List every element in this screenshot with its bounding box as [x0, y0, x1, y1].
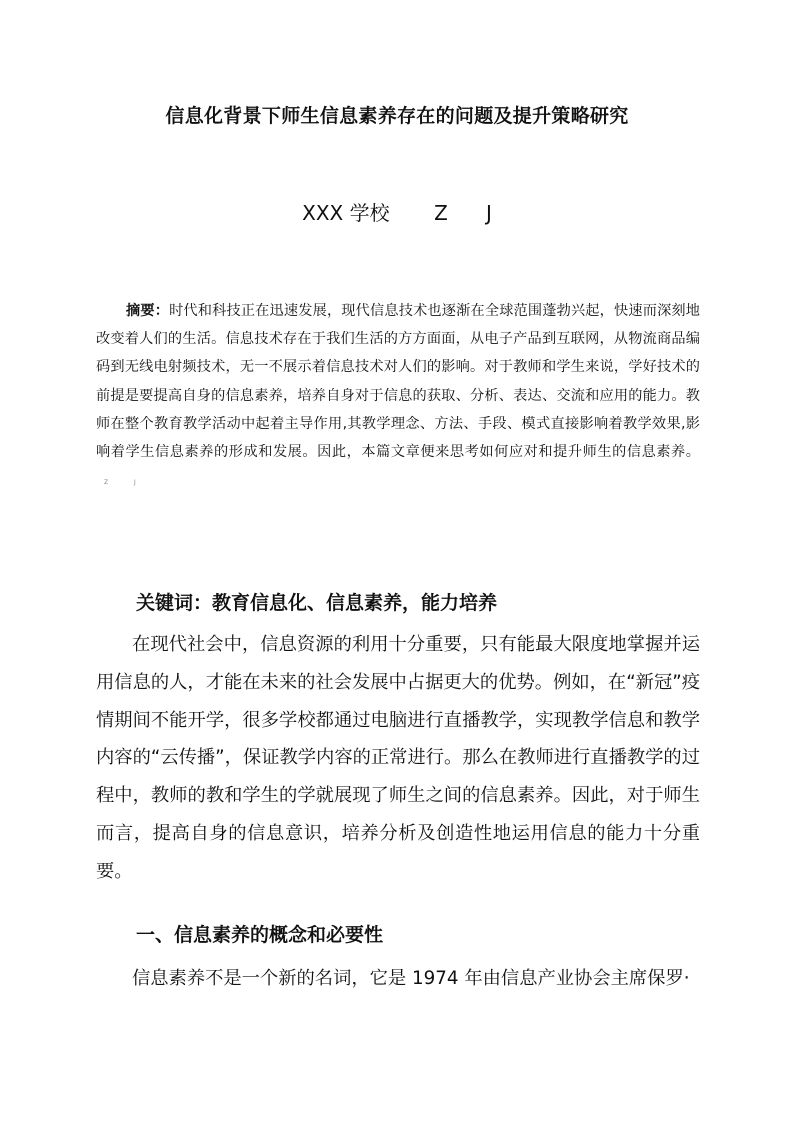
abstract-label: 摘要：: [126, 303, 170, 319]
section-heading-1: 一、信息素养的概念和必要性: [136, 924, 384, 946]
abstract-text: 时代和科技正在迅速发展，现代信息技术也逐渐在全球范围蓬勃兴起，快速而深刻地改变着人们的生活。信息技术存在于我们生活的方方面面，从电子产品到互联网，从物流商品编码到无线电射频技术，无一不展示着信息技术对人们的影响。对于教师和学生来说，学好技术的前提是要提高自身的信息素养，培养自身对于信息的获取、分析、表达、交流和应用的能力。教师在整个教育教学活动中起着主导作用,其教学理念、方法、手段、模式直接影响着教学效果,影响着学生信息素养的形成和发展。因此，本篇文章便来思考如何应对和提升师生的信息素养。: [96, 303, 700, 461]
body-paragraph-1: 在现代社会中，信息资源的利用十分重要，只有能最大限度地掌握并运用信息的人，才能在未来的社会发展中占据更大的优势。例如，在“新冠”疫情期间不能开学，很多学校都通过电脑进行直播教学，实现教学信息和教学内容的“云传播”，保证教学内容的正常进行。那么在教师进行直播教学的过程中，教师的教和学生的学就展现了师生之间的信息素养。因此，对于师生而言，提高自身的信息意识，培养分析及创造性地运用信息的能力十分重要。: [96, 634, 700, 882]
abstract-tiny-mark: Z J: [104, 479, 148, 487]
keywords-line: 关键词：教育信息化、信息素养，能力培养: [136, 592, 498, 614]
author-line: XXX 学校 Z J: [302, 201, 492, 225]
document-title: 信息化背景下师生信息素养存在的问题及提升策略研究: [165, 105, 629, 127]
body-paragraph-2: 信息素养不是一个新的名词，它是 1974 年由信息产业协会主席保罗·: [132, 968, 690, 989]
abstract-paragraph: [96, 297, 700, 497]
